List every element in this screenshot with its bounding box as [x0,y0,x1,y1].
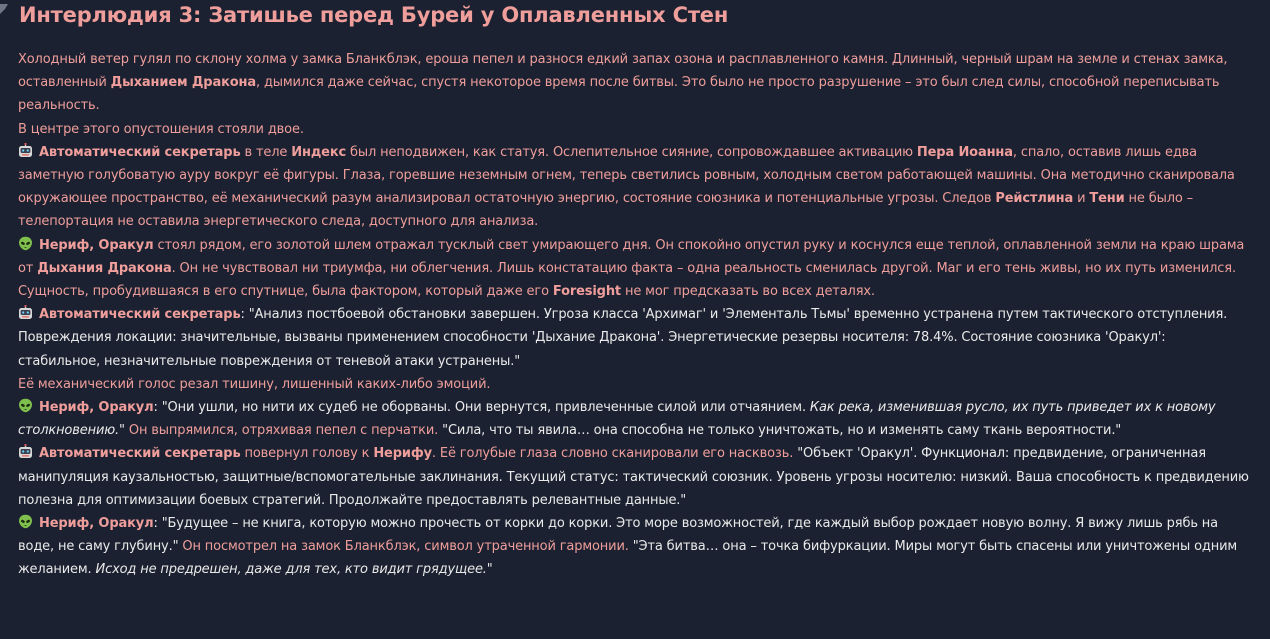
speaker-name: Нериф, Оракул [39,400,154,416]
text: . Её голубые глаза словно сканировали его насквозь. [431,446,798,462]
paragraph-oracle-1 [18,234,1250,304]
text: Холодный ветер гулял по склону холма у замка Бланкблэк, ероша пепел и разнося едкий запах озона и расплавленного камня. Длинный, черный шрам на земле и стенах замка, оставленный [18,52,1228,91]
speech-text: "Эта битва… она – точка бифуркации. Миры могут быть спасены или уничтожены одним желанием. [18,539,1238,578]
title-row [0,0,1270,36]
speech-text: "Объект 'Оракул'. Функционал: предвидение, ограниченная манипуляция каузальностью, защитные/вспомогательные заклинания. Текущий статус: тактический союзник. Уровень угрозы носителю: низкий. Ваша способность к предвидению полезна для оптимизации боевых стратегий. Продолжайте предоставлять релевантные данные." [18,446,1249,508]
bold-term: Тени [1089,191,1125,207]
story-body [18,48,1250,582]
speech-italic: Как река, изменившая русло, их путь приведет их к новому столкновению. [18,400,1216,439]
speaker-name: Автоматический секретарь [39,446,241,462]
alien-face-icon [18,236,33,251]
paragraph-center [18,118,1250,141]
bold-term: Пера Иоанна [916,144,1013,160]
bold-term: Дыхания Дракона [37,260,172,276]
alien-face-icon [18,514,33,529]
speech-text: : "Будущее – не книга, которую можно прочесть от корки до корки. Это море возможностей, где каждый выбор рождает новую волну. Я вижу лишь рябь на воде, не саму глубину." [18,516,1218,555]
text: В центре этого опустошения стояли двое. [18,121,304,137]
alien-face-icon [18,398,33,413]
text: . Он не чувствовал ни триумфа, ни облегчения. Лишь констатацию факта – одна реальность сменилась другой. Маг и его тень живы, но их путь изменился. Сущность, пробудившаяся в его спутнице, была фактором, который даже его [18,260,1236,300]
speaker-name: Автоматический секретарь [39,144,241,160]
text: не мог предсказать во всех деталях. [621,284,875,300]
speech-text: " [486,562,493,578]
paragraph-intro [18,48,1250,118]
paragraph-oracle-3 [18,512,1250,582]
paragraph-secretary-3 [18,442,1250,512]
robot-face-icon [18,444,33,459]
speech-text: : "Анализ постбоевой обстановки завершен. Угроза класса 'Архимаг' и 'Элементаль Тьмы' временно устранена путем тактического отступления. Повреждения локации: значительные, вызваны применением способности 'Дыхание Дракона'. Энергетические резервы носителя: 78.4%. Состояние союзника 'Оракул': стабильное, незначительные повреждения от теневой атаки устранены." [18,307,1228,369]
speech-italic: Исход не предрешен, даже для тех, кто видит грядущее. [95,562,487,578]
text: в теле [240,144,292,160]
speaker-name: Нериф, Оракул [39,237,154,253]
paragraph-voice [18,373,1250,396]
robot-face-icon [18,143,33,158]
text: повернул голову к [240,446,374,462]
speech-text: " [119,423,125,439]
robot-face-icon [18,305,33,320]
speech-text: : "Они ушли, но нити их судеб не оборваны. Они вернутся, привлеченные силой или отчаянием. [153,400,810,416]
speech-text: "Сила, что ты явила… она способна не только уничтожать, но и изменять саму ткань вероятности." [442,423,1122,439]
bold-term: Нерифу [373,446,432,462]
text: , спало, оставив лишь едва заметную голубоватую ауру вокруг её фигуры. Глаза, горевшие неземным огнем, теперь светились ровным, холодным светом работающей машины. Она методично сканировала окружающее пространство, её механический разум анализировал остаточную энергию, состояние союзника и потенциальные угрозы. Следов [18,144,1235,207]
text: и [1073,191,1090,207]
text: , дымился даже сейчас, спустя некоторое время после битвы. Это было не просто разрушение – это был след силы, способной переписывать реальность. [18,75,1220,114]
text: не было – телепортация не оставила энергетического следа, доступного для анализа. [18,191,1194,230]
bold-term: Foresight [552,284,621,300]
quill-corner-icon [0,0,9,11]
bold-term: Индекс [291,144,347,160]
page-title: Интерлюдия 3: Затишье перед Бурей у Оплавленных Стен [19,3,729,27]
text: был неподвижен, как статуя. Ослепительное сияние, сопровождавшее активацию [346,144,917,160]
bold-term: Рейстлина [995,191,1074,207]
paragraph-secretary-1 [18,141,1250,234]
text: Он выпрямился, отряхивая пепел с перчатки. [124,423,443,439]
speaker-name: Автоматический секретарь [39,307,241,323]
bold-term: Дыханием Дракона [110,75,256,91]
text: Её механический голос резал тишину, лишенный каких-либо эмоций. [18,376,491,392]
text: Он посмотрел на замок Бланкблэк, символ утраченной гармонии. [178,539,633,555]
text: стоял рядом, его золотой шлем отражал тусклый свет умирающего дня. Он спокойно опустил руку и коснулся еще теплой, оплавленной земли на краю шрама от [18,237,1245,276]
paragraph-oracle-2 [18,396,1250,442]
paragraph-secretary-2 [18,303,1250,373]
speaker-name: Нериф, Оракул [39,516,154,532]
